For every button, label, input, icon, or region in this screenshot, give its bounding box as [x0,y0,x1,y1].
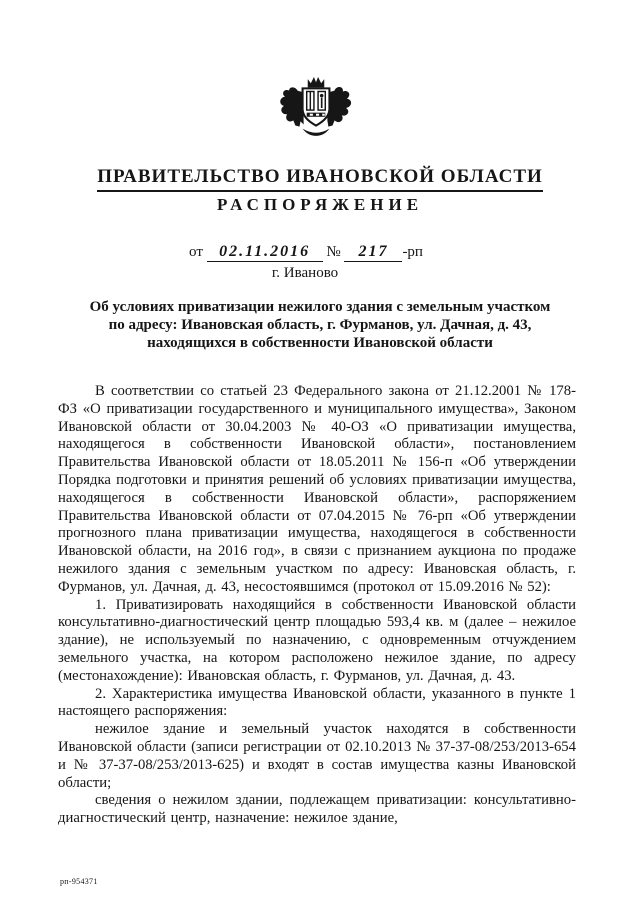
paragraph: В соответствии со статьей 23 Федерального закона от 21.12.2001 № 178-ФЗ «О приватизации государственного и муниципального имущества», Законом Ивановской области от 30.04.2003 № 40-ОЗ «О приватизации имущества, находящегося в собственности Ивановской области», постановлением Правительства Ивановской области от 18.05.2011 № 156-п «Об утверждении Порядка подготовки и принятия решений об условиях приватизации имущества, находящегося в собственности Ивановской области», распоряжением Правительства Ивановской области от 07.04.2015 № 76-рп «Об утверждении прогнозного плана приватизации имущества, находящегося в собственности Ивановской области, на 2016 год», в связи с признанием аукциона по продаже нежилого здания с земельным участком по адресу: Ивановская область, г. Фурманов, ул. Дачная, д. 43, несостоявшимся (протокол от 15.09.2016 № 52): [58,383,576,595]
org-title-text: ПРАВИТЕЛЬСТВО ИВАНОВСКОЙ ОБЛАСТИ [97,166,543,192]
paragraph: нежилое здание и земельный участок находятся в собственности Ивановской области (записи регистрации от 02.10.2013 № 37-37-08/253/2013-654 и № 37-37-08/253/2013-625) и входят в состав имущества казны Ивановской области; [58,721,576,791]
city-line: г. Иваново [271,265,339,281]
doc-type-title: РАСПОРЯЖЕНИЕ [216,195,424,214]
paragraph: 2. Характеристика имущества Ивановской области, указанного в пункте 1 настоящего распоряжения: [58,685,576,720]
number-value: 217 [358,243,389,260]
document-body [58,383,576,828]
subject-line: Об условиях приватизации нежилого здания с земельным участком [89,299,551,315]
date-number-line [0,244,626,262]
date-label: от [189,244,203,260]
subject-line: находящихся в собственности Ивановской области [147,335,493,351]
footer-code: рп-954371 [60,877,98,886]
number-blank-field [344,244,402,262]
subject-heading [70,298,570,352]
coat-of-arms-icon [270,76,362,140]
date-value: 02.11.2016 [219,243,311,260]
subject-line: по адресу: Ивановская область, г. Фурманов, ул. Дачная, д. 43, [108,317,532,333]
paragraph: 1. Приватизировать находящийся в собственности Ивановской области консультативно-диагностический центр площадью 593,4 кв. м (далее – нежилое здание), не используемый по назначению, с одновременным отчуждением земельного участка, на котором расположено нежилое здание, по адресу (местонахождение): Ивановская область, г. Фурманов, ул. Дачная, д. 43. [58,596,576,684]
paragraph: сведения о нежилом здании, подлежащем приватизации: консультативно-диагностический центр, назначение: нежилое здание, [58,792,576,827]
date-blank-field [207,244,323,262]
org-title [0,153,640,192]
number-sign: № [326,244,341,260]
number-suffix: -рп [402,244,423,260]
